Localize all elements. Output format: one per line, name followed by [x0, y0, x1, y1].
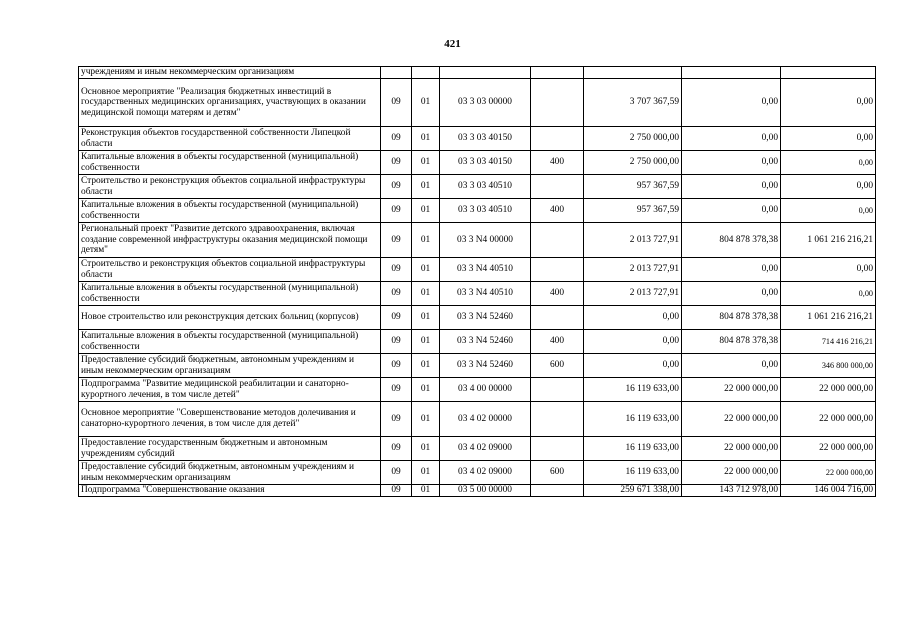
row-name-cell: Капитальные вложения в объекты государственной (муниципальной) собственности [79, 282, 381, 306]
expense-type-cell: 400 [531, 330, 584, 354]
section-cell: 09 [381, 79, 412, 127]
amount-cell-1 [584, 67, 682, 79]
subsection-cell: 01 [412, 127, 440, 151]
section-cell: 09 [381, 330, 412, 354]
expense-type-cell [531, 378, 584, 402]
section-cell: 09 [381, 258, 412, 282]
amount-cell-2: 0,00 [682, 79, 781, 127]
subsection-cell: 01 [412, 306, 440, 330]
amount-cell-3: 0,00 [781, 199, 876, 223]
section-cell: 09 [381, 175, 412, 199]
table-row [79, 461, 876, 485]
section-cell: 09 [381, 223, 412, 258]
row-name-cell: Новое строительство или реконструкция детских больниц (корпусов) [79, 306, 381, 330]
amount-cell-1: 16 119 633,00 [584, 437, 682, 461]
subsection-cell: 01 [412, 258, 440, 282]
target-code-cell [440, 67, 531, 79]
page-number: 421 [444, 38, 461, 50]
table-row [79, 378, 876, 402]
target-code-cell: 03 4 02 00000 [440, 402, 531, 437]
amount-cell-2: 0,00 [682, 199, 781, 223]
table-row [79, 151, 876, 175]
amount-cell-3: 0,00 [781, 79, 876, 127]
subsection-cell: 01 [412, 437, 440, 461]
row-name-cell: Строительство и реконструкция объектов социальной инфраструктуры области [79, 258, 381, 282]
amount-cell-1: 957 367,59 [584, 199, 682, 223]
budget-table [78, 66, 876, 497]
section-cell: 09 [381, 354, 412, 378]
section-cell: 09 [381, 485, 412, 497]
subsection-cell: 01 [412, 223, 440, 258]
row-name-cell: Региональный проект "Развитие детского здравоохранения, включая создание современной инфраструктуры оказания медицинской помощи детям" [79, 223, 381, 258]
amount-cell-2: 0,00 [682, 175, 781, 199]
amount-cell-1: 3 707 367,59 [584, 79, 682, 127]
amount-cell-3: 1 061 216 216,21 [781, 223, 876, 258]
table-row [79, 306, 876, 330]
expense-type-cell: 400 [531, 199, 584, 223]
expense-type-cell [531, 223, 584, 258]
amount-cell-2: 22 000 000,00 [682, 402, 781, 437]
subsection-cell: 01 [412, 330, 440, 354]
table-row [79, 485, 876, 497]
amount-cell-2: 0,00 [682, 151, 781, 175]
section-cell [381, 67, 412, 79]
expense-type-cell [531, 402, 584, 437]
amount-cell-1: 2 750 000,00 [584, 151, 682, 175]
amount-cell-3: 346 800 000,00 [781, 354, 876, 378]
expense-type-cell [531, 67, 584, 79]
expense-type-cell [531, 306, 584, 330]
subsection-cell: 01 [412, 151, 440, 175]
row-name-cell: Основное мероприятие "Совершенствование методов долечивания и санаторно-курортного лечения, в том числе для детей" [79, 402, 381, 437]
amount-cell-1: 259 671 338,00 [584, 485, 682, 497]
amount-cell-3: 22 000 000,00 [781, 437, 876, 461]
subsection-cell: 01 [412, 79, 440, 127]
table-row [79, 175, 876, 199]
expense-type-cell [531, 79, 584, 127]
target-code-cell: 03 3 03 40150 [440, 151, 531, 175]
expense-type-cell [531, 437, 584, 461]
target-code-cell: 03 3 03 40510 [440, 199, 531, 223]
target-code-cell: 03 3 N4 52460 [440, 354, 531, 378]
row-name-cell: Предоставление субсидий бюджетным, автономным учреждениям и иным некоммерческим организациям [79, 354, 381, 378]
amount-cell-1: 16 119 633,00 [584, 378, 682, 402]
amount-cell-3: 22 000 000,00 [781, 378, 876, 402]
amount-cell-3: 22 000 000,00 [781, 402, 876, 437]
target-code-cell: 03 5 00 00000 [440, 485, 531, 497]
subsection-cell: 01 [412, 402, 440, 437]
row-name-cell: Реконструкция объектов государственной собственности Липецкой области [79, 127, 381, 151]
table-row [79, 79, 876, 127]
subsection-cell: 01 [412, 199, 440, 223]
amount-cell-2: 804 878 378,38 [682, 330, 781, 354]
expense-type-cell: 600 [531, 354, 584, 378]
target-code-cell: 03 3 N4 40510 [440, 258, 531, 282]
amount-cell-2: 804 878 378,38 [682, 223, 781, 258]
table-row [79, 437, 876, 461]
amount-cell-1: 2 013 727,91 [584, 223, 682, 258]
amount-cell-3: 0,00 [781, 127, 876, 151]
amount-cell-3: 0,00 [781, 258, 876, 282]
target-code-cell: 03 4 02 09000 [440, 437, 531, 461]
amount-cell-1: 2 013 727,91 [584, 282, 682, 306]
amount-cell-2: 804 878 378,38 [682, 306, 781, 330]
expense-type-cell [531, 127, 584, 151]
row-name-cell: Основное мероприятие "Реализация бюджетных инвестиций в государственных медицинских организациях, участвующих в оказании медицинской помощи матерям и детям" [79, 79, 381, 127]
subsection-cell: 01 [412, 282, 440, 306]
target-code-cell: 03 4 00 00000 [440, 378, 531, 402]
section-cell: 09 [381, 378, 412, 402]
row-name-cell: Подпрограмма "Развитие медицинской реабилитации и санаторно-курортного лечения, в том числе детей" [79, 378, 381, 402]
section-cell: 09 [381, 437, 412, 461]
amount-cell-3: 0,00 [781, 282, 876, 306]
amount-cell-2: 0,00 [682, 354, 781, 378]
subsection-cell: 01 [412, 485, 440, 497]
amount-cell-2: 22 000 000,00 [682, 461, 781, 485]
table-row [79, 127, 876, 151]
subsection-cell: 01 [412, 378, 440, 402]
row-name-cell: Капитальные вложения в объекты государственной (муниципальной) собственности [79, 330, 381, 354]
expense-type-cell: 400 [531, 151, 584, 175]
section-cell: 09 [381, 151, 412, 175]
subsection-cell: 01 [412, 175, 440, 199]
row-name-cell: Капитальные вложения в объекты государственной (муниципальной) собственности [79, 151, 381, 175]
amount-cell-2: 0,00 [682, 258, 781, 282]
amount-cell-2: 0,00 [682, 282, 781, 306]
table-row [79, 330, 876, 354]
target-code-cell: 03 3 N4 52460 [440, 330, 531, 354]
row-name-cell: Подпрограмма "Совершенствование оказания [79, 485, 381, 497]
target-code-cell: 03 3 03 40150 [440, 127, 531, 151]
section-cell: 09 [381, 402, 412, 437]
expense-type-cell: 600 [531, 461, 584, 485]
row-name-cell: Капитальные вложения в объекты государственной (муниципальной) собственности [79, 199, 381, 223]
target-code-cell: 03 3 N4 40510 [440, 282, 531, 306]
target-code-cell: 03 3 N4 52460 [440, 306, 531, 330]
section-cell: 09 [381, 282, 412, 306]
subsection-cell: 01 [412, 461, 440, 485]
table-row [79, 223, 876, 258]
amount-cell-2: 22 000 000,00 [682, 378, 781, 402]
table-row [79, 354, 876, 378]
table-row [79, 282, 876, 306]
row-name-cell: учреждениям и иным некоммерческим организациям [79, 67, 381, 79]
row-name-cell: Строительство и реконструкция объектов социальной инфраструктуры области [79, 175, 381, 199]
amount-cell-3: 146 004 716,00 [781, 485, 876, 497]
amount-cell-2 [682, 67, 781, 79]
table-row [79, 258, 876, 282]
amount-cell-1: 2 013 727,91 [584, 258, 682, 282]
expense-type-cell [531, 175, 584, 199]
row-name-cell: Предоставление субсидий бюджетным, автономным учреждениям и иным некоммерческим организациям [79, 461, 381, 485]
amount-cell-2: 0,00 [682, 127, 781, 151]
amount-cell-3: 714 416 216,21 [781, 330, 876, 354]
section-cell: 09 [381, 199, 412, 223]
amount-cell-3 [781, 67, 876, 79]
amount-cell-1: 0,00 [584, 330, 682, 354]
section-cell: 09 [381, 127, 412, 151]
amount-cell-1: 2 750 000,00 [584, 127, 682, 151]
amount-cell-2: 22 000 000,00 [682, 437, 781, 461]
amount-cell-3: 22 000 000,00 [781, 461, 876, 485]
amount-cell-1: 957 367,59 [584, 175, 682, 199]
expense-type-cell: 400 [531, 282, 584, 306]
row-name-cell: Предоставление государственным бюджетным и автономным учреждениям субсидий [79, 437, 381, 461]
target-code-cell: 03 3 03 40510 [440, 175, 531, 199]
expense-type-cell [531, 485, 584, 497]
target-code-cell: 03 3 03 00000 [440, 79, 531, 127]
table-body [79, 67, 876, 497]
amount-cell-1: 0,00 [584, 306, 682, 330]
subsection-cell: 01 [412, 354, 440, 378]
section-cell: 09 [381, 306, 412, 330]
amount-cell-3: 1 061 216 216,21 [781, 306, 876, 330]
amount-cell-1: 0,00 [584, 354, 682, 378]
amount-cell-3: 0,00 [781, 175, 876, 199]
table-row [79, 199, 876, 223]
subsection-cell [412, 67, 440, 79]
amount-cell-3: 0,00 [781, 151, 876, 175]
target-code-cell: 03 4 02 09000 [440, 461, 531, 485]
amount-cell-2: 143 712 978,00 [682, 485, 781, 497]
section-cell: 09 [381, 461, 412, 485]
table-row [79, 402, 876, 437]
target-code-cell: 03 3 N4 00000 [440, 223, 531, 258]
amount-cell-1: 16 119 633,00 [584, 402, 682, 437]
table-row [79, 67, 876, 79]
amount-cell-1: 16 119 633,00 [584, 461, 682, 485]
expense-type-cell [531, 258, 584, 282]
